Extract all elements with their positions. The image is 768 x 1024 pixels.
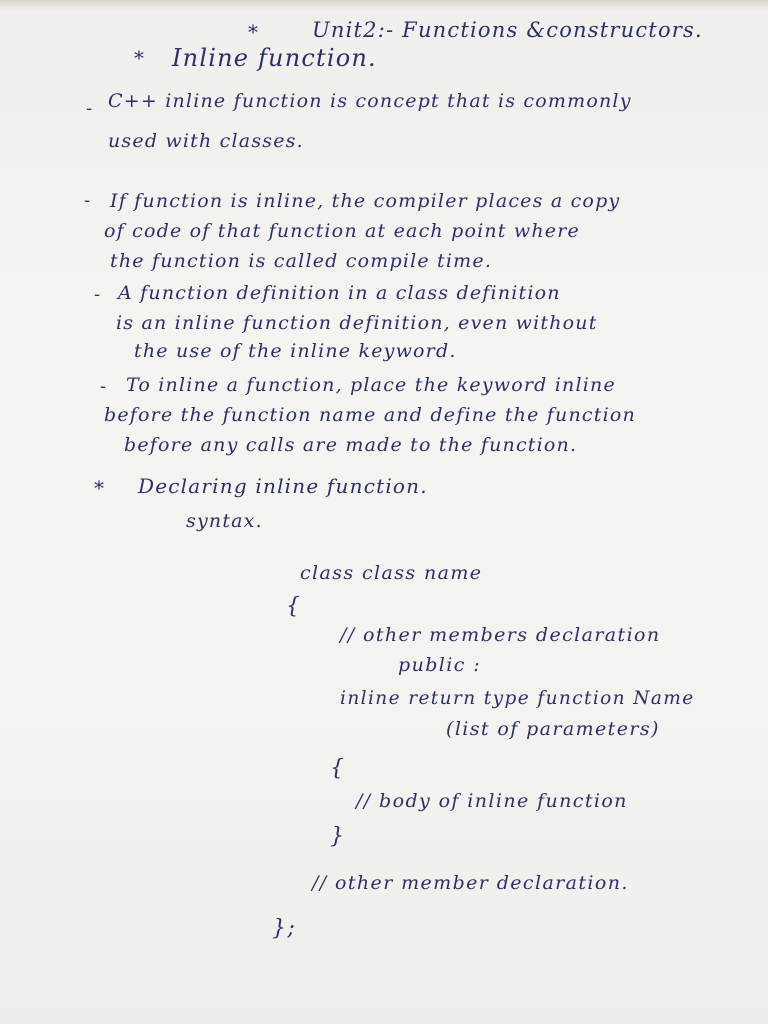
code-line-8: // body of inline function — [356, 790, 628, 812]
bullet-3-line-3: the use of the inline keyword. — [134, 340, 457, 362]
code-line-1: class class name — [300, 562, 483, 584]
bullet-dash: - — [100, 376, 107, 397]
bullet-3-line-1: A function definition in a class definition — [118, 282, 561, 304]
page-top-edge — [0, 0, 768, 10]
bullet-2-line-2: of code of that function at each point where — [104, 220, 580, 242]
bullet-2-line-1: If function is inline, the compiler places a copy — [110, 190, 621, 212]
bullet-2-line-3: the function is called compile time. — [110, 250, 493, 272]
bullet-1-line-2: used with classes. — [108, 130, 304, 152]
bullet-dash: - — [94, 284, 101, 305]
heading-star: * — [248, 20, 260, 44]
bullet-4-line-2: before the function name and define the function — [104, 404, 636, 426]
code-line-10: // other member declaration. — [312, 872, 629, 894]
code-line-2: { — [286, 594, 302, 619]
section-star: * — [94, 476, 106, 500]
bullet-1-line-1: C++ inline function is concept that is commonly — [108, 90, 632, 112]
topic-title: Inline function. — [172, 44, 377, 72]
code-line-4: public : — [398, 654, 481, 676]
code-line-3: // other members declaration — [340, 624, 661, 646]
syntax-label: syntax. — [186, 510, 263, 532]
unit-title: Unit2:- Functions &constructors. — [312, 18, 703, 42]
code-line-7: { — [330, 756, 346, 781]
code-line-9: } — [330, 824, 346, 849]
bullet-dash: - — [84, 190, 91, 211]
bullet-4-line-3: before any calls are made to the function. — [124, 434, 578, 456]
bullet-3-line-2: is an inline function definition, even without — [116, 312, 598, 334]
bullet-4-line-1: To inline a function, place the keyword inline — [126, 374, 616, 396]
bullet-dash: - — [86, 98, 93, 119]
code-line-11: }; — [272, 916, 297, 941]
topic-star: * — [134, 46, 146, 70]
code-line-6: (list of parameters) — [446, 718, 660, 740]
code-line-5: inline return type function Name — [340, 688, 695, 709]
section-title: Declaring inline function. — [138, 474, 428, 498]
